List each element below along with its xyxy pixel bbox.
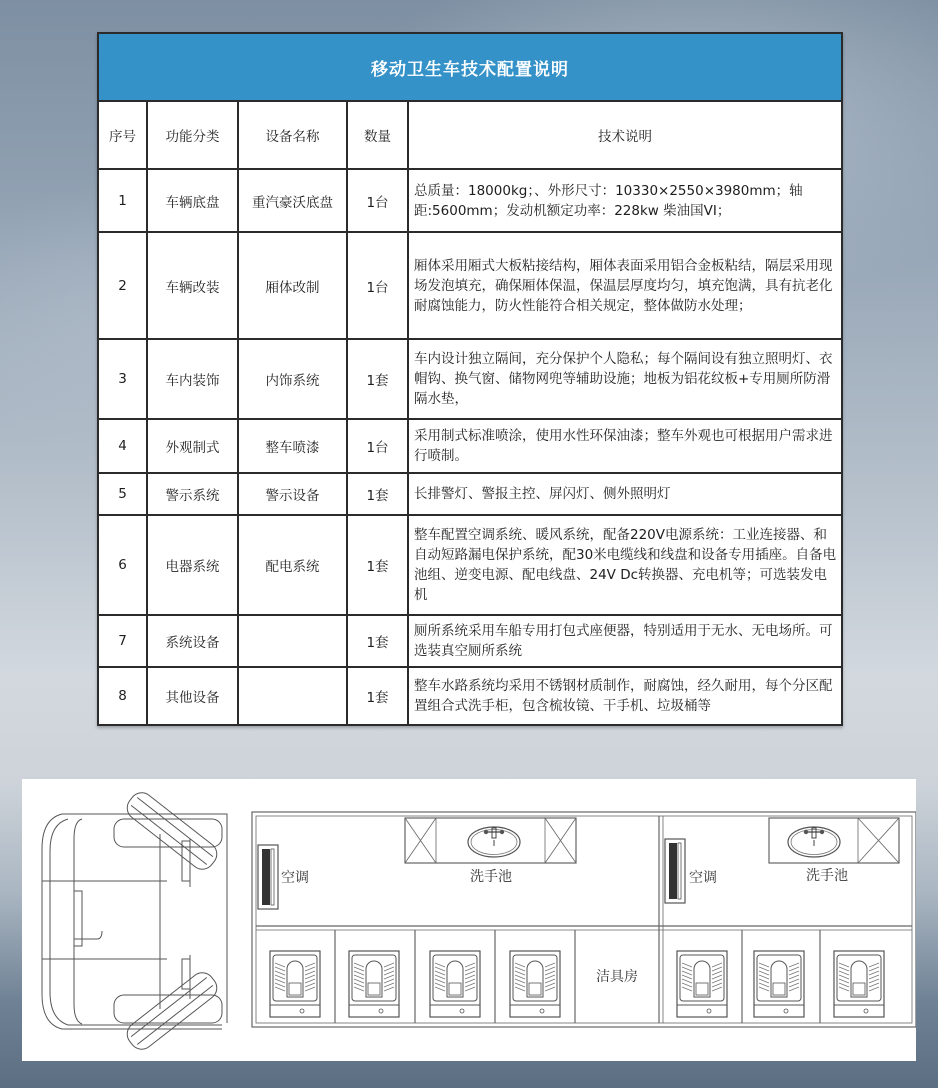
cell-qty: 1台: [347, 419, 408, 473]
cell-no: 3: [98, 339, 147, 419]
label-janitor-room: 洁具房: [596, 969, 638, 985]
label-aircon-right: 空调: [689, 870, 717, 886]
cell-category: 车辆底盘: [147, 169, 238, 232]
cell-desc: 长排警灯、警报主控、屏闪灯、侧外照明灯: [408, 473, 842, 515]
cell-equipment: 内饰系统: [238, 339, 347, 419]
cell-qty: 1套: [347, 473, 408, 515]
cell-qty: 1套: [347, 615, 408, 667]
toilet-icon: [510, 951, 560, 1017]
toilet-icon: [349, 951, 399, 1017]
toilet-icon: [430, 951, 480, 1017]
toilet-icon: [677, 951, 727, 1017]
floorplan-panel: [22, 779, 916, 1061]
sink-icon: [468, 827, 520, 857]
cell-equipment: 重汽豪沃底盘: [238, 169, 347, 232]
label-aircon-left: 空调: [281, 870, 309, 886]
cell-equipment: 厢体改制: [238, 232, 347, 339]
cell-qty: 1台: [347, 169, 408, 232]
cell-desc: 厕所系统采用车船专用打包式座便器，特别适用于无水、无电场所。可选装真空厕所系统: [408, 615, 842, 667]
header-no: 序号: [98, 101, 147, 169]
table-row: [98, 339, 842, 419]
table-row: [98, 667, 842, 725]
cell-category: 其他设备: [147, 667, 238, 725]
cell-no: 6: [98, 515, 147, 615]
spec-table: [97, 32, 843, 726]
floorplan-drawing: [22, 779, 916, 1061]
table-title: 移动卫生车技术配置说明: [98, 33, 842, 101]
title-row: [98, 33, 842, 101]
table-row: [98, 473, 842, 515]
cell-no: 8: [98, 667, 147, 725]
table-row: [98, 615, 842, 667]
cell-desc: 整车水路系统均采用不锈钢材质制作，耐腐蚀，经久耐用，每个分区配置组合式洗手柜，包含梳妆镜、干手机、垃圾桶等: [408, 667, 842, 725]
cell-no: 2: [98, 232, 147, 339]
cell-equipment: 整车喷漆: [238, 419, 347, 473]
cell-no: 7: [98, 615, 147, 667]
cell-equipment: 配电系统: [238, 515, 347, 615]
aircon-icon: [665, 839, 685, 903]
header-row: [98, 101, 842, 169]
header-category: 功能分类: [147, 101, 238, 169]
table-row: [98, 515, 842, 615]
cell-qty: 1套: [347, 667, 408, 725]
label-sink-right: 洗手池: [806, 868, 848, 884]
cell-desc: 采用制式标准喷涂，使用水性环保油漆；整车外观也可根据用户需求进行喷制。: [408, 419, 842, 473]
cell-desc: 厢体采用厢式大板粘接结构，厢体表面采用铝合金板粘结，隔层采用现场发泡填充，确保厢体保温，保温层厚度均匀，填充饱满，具有抗老化耐腐蚀能力，防火性能符合相关规定，整体做防水处理；: [408, 232, 842, 339]
cell-desc: 总质量：18000kg；、外形尺寸：10330×2550×3980mm；轴距:5600mm；发动机额定功率：228kw 柴油国VI；: [408, 169, 842, 232]
sink-icon: [788, 827, 840, 857]
header-desc: 技术说明: [408, 101, 842, 169]
label-sink-left: 洗手池: [470, 869, 512, 885]
table-row: [98, 169, 842, 232]
cell-category: 电器系统: [147, 515, 238, 615]
cell-category: 警示系统: [147, 473, 238, 515]
aircon-icon: [258, 845, 278, 909]
header-qty: 数量: [347, 101, 408, 169]
cell-equipment: 警示设备: [238, 473, 347, 515]
table-row: [98, 232, 842, 339]
chassis-drawing: [42, 788, 227, 1054]
toilet-icon: [270, 951, 320, 1017]
cell-equipment: [238, 615, 347, 667]
cell-category: 外观制式: [147, 419, 238, 473]
cell-category: 车内装饰: [147, 339, 238, 419]
cell-desc: 整车配置空调系统、暖风系统，配备220V电源系统：工业连接器、和自动短路漏电保护系统，配30米电缆线和线盘和设备专用插座。自备电池组、逆变电源、配电线盘、24V Dc转换器、充电机等；可选装发电机: [408, 515, 842, 615]
cell-category: 系统设备: [147, 615, 238, 667]
header-equipment: 设备名称: [238, 101, 347, 169]
cell-equipment: [238, 667, 347, 725]
table-row: [98, 419, 842, 473]
cell-qty: 1套: [347, 339, 408, 419]
cell-no: 4: [98, 419, 147, 473]
toilet-icon: [834, 951, 884, 1017]
cell-no: 5: [98, 473, 147, 515]
cell-qty: 1套: [347, 515, 408, 615]
cell-qty: 1台: [347, 232, 408, 339]
toilet-icon: [754, 951, 804, 1017]
cell-no: 1: [98, 169, 147, 232]
cell-category: 车辆改装: [147, 232, 238, 339]
cell-desc: 车内设计独立隔间，充分保护个人隐私；每个隔间设有独立照明灯、衣帽钩、换气窗、储物网兜等辅助设施；地板为铝花纹板+专用厕所防滑隔水垫，: [408, 339, 842, 419]
